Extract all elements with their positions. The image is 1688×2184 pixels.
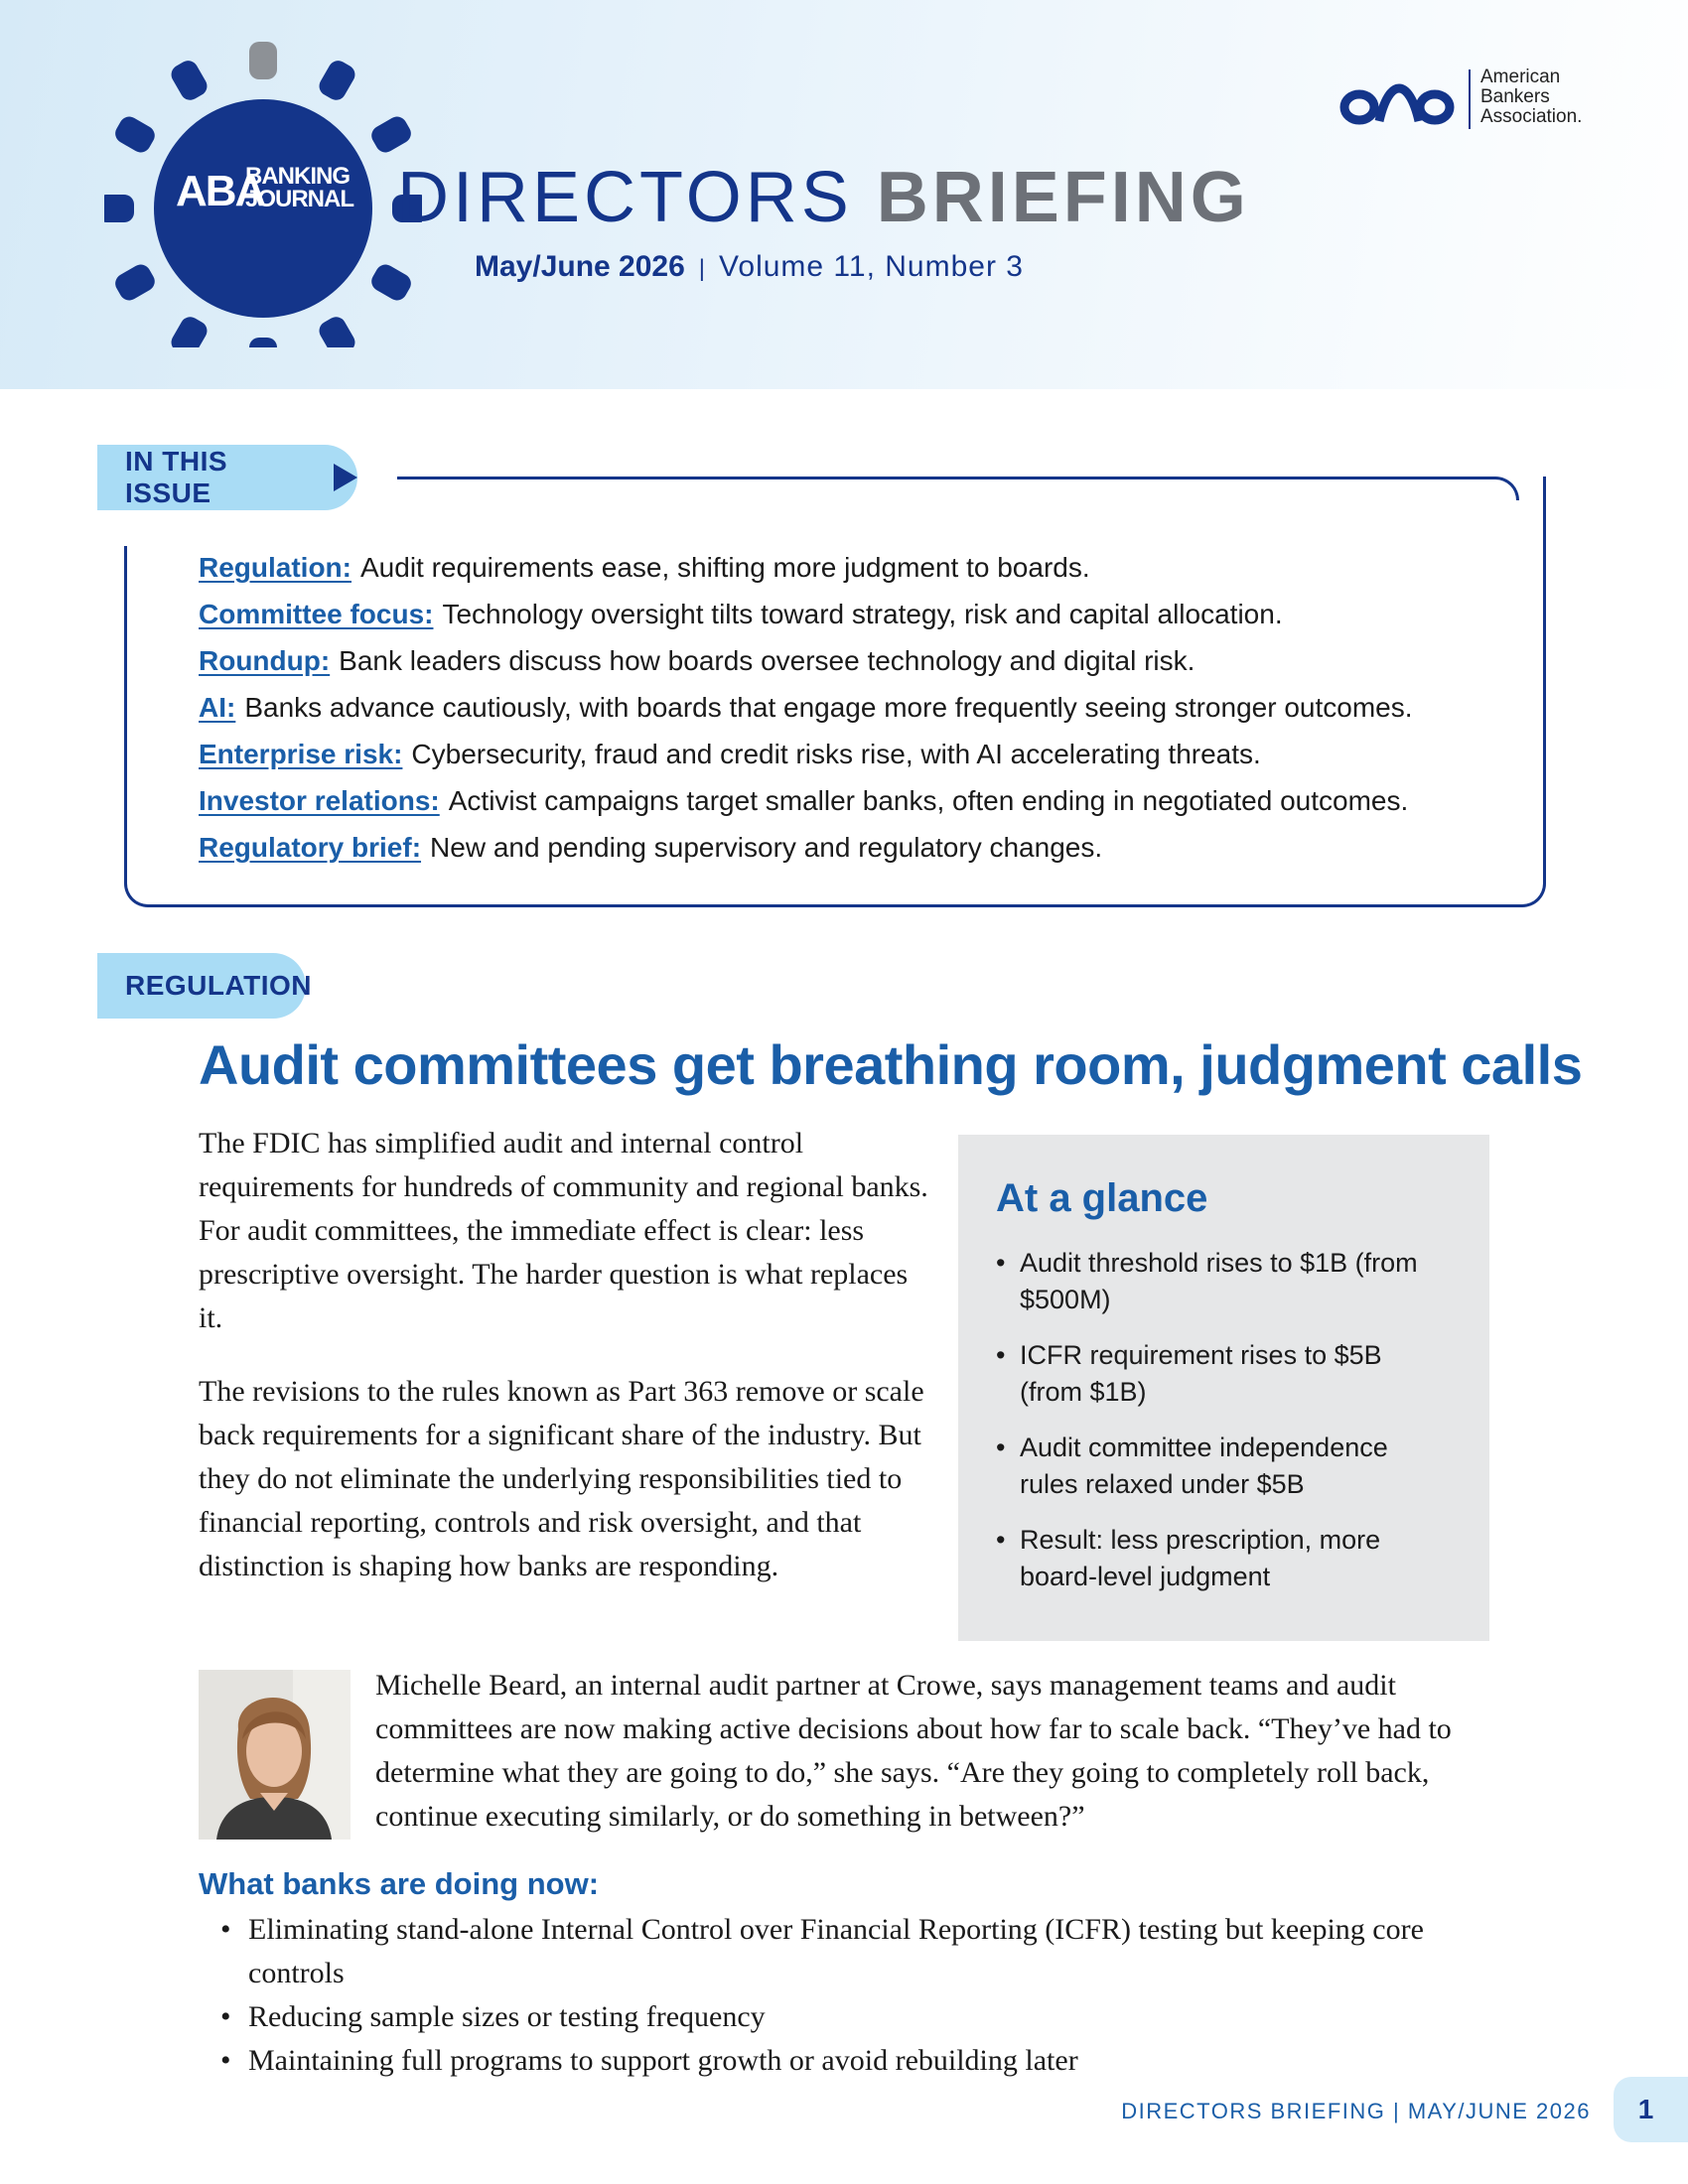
article-paragraph-2: The revisions to the rules known as Part 363 remove or scale back requirements for a significant share of the industry. But they do not eliminate the underlying responsibilities tied to financial reporting, controls and risk oversight, and that distinction is shaping how banks are responding. <box>199 1375 924 1582</box>
glance-item: • ICFR requirement rises to $5B (from $1B) <box>996 1337 1450 1411</box>
at-a-glance-panel <box>958 1135 1489 1641</box>
headshot-photo <box>199 1670 351 1840</box>
logo-aba: ABA <box>176 167 265 215</box>
title-directors: DIRECTORS <box>397 158 853 237</box>
toc-link-committee-focus[interactable]: Committee focus: <box>199 599 434 629</box>
article-bullet: • Reducing sample sizes or testing frequency <box>220 1995 1511 2039</box>
logo-journal: JOURNAL <box>245 186 354 212</box>
section-tag-regulation <box>97 953 313 1019</box>
toc-item-investor-relations <box>199 777 1509 824</box>
publication-title <box>397 157 1250 238</box>
glance-item: • Audit threshold rises to $1B (from $500M) <box>996 1245 1450 1318</box>
toc-link-enterprise-risk[interactable]: Enterprise risk: <box>199 739 403 769</box>
box-top-rule <box>397 477 1519 500</box>
in-this-issue-label: IN THIS ISSUE <box>125 446 228 508</box>
toc-summary: New and pending supervisory and regulatory changes. <box>430 832 1103 863</box>
masthead-banner <box>0 0 1688 389</box>
person-portrait-icon <box>199 1670 351 1840</box>
glance-item: • Audit committee independence rules relaxed under $5B <box>996 1430 1450 1503</box>
issue-volume: Volume 11, Number 3 <box>719 250 1024 283</box>
toc-item-roundup <box>199 637 1509 684</box>
in-this-issue-tab <box>97 445 357 510</box>
toc-link-ai[interactable]: AI: <box>199 692 236 723</box>
toc-item-enterprise-risk <box>199 731 1509 777</box>
article-headline: Audit committees get breathing room, judgment calls <box>199 1033 1583 1096</box>
org-line-1: American <box>1480 67 1561 87</box>
toc-item-regulation <box>199 544 1509 591</box>
org-line-2: Bankers <box>1480 86 1550 107</box>
toc-summary: Cybersecurity, fraud and credit risks rise, with AI accelerating threats. <box>411 739 1261 769</box>
issue-date: May/June 2026 <box>475 250 685 283</box>
toc-summary: Bank leaders discuss how boards oversee technology and digital risk. <box>339 645 1196 676</box>
glance-item: • Result: less prescription, more board-level judgment <box>996 1522 1450 1595</box>
article-paragraph-1: The FDIC has simplified audit and internal control requirements for hundreds of community and regional banks. For audit committees, the immediate effect is clear: less prescriptive oversight. The harder question is what replaces it. <box>199 1127 928 1334</box>
aba-banking-journal-logo <box>104 30 422 347</box>
article-paragraph-3: Michelle Beard, an internal audit partner at Crowe, says management teams and audit committees are now making active decisions about how far to scale back. “They’ve had to determine what they are going to do,” she says. “Are they going to completely roll back, continue executing similarly, or do something in between?” <box>375 1669 1452 1833</box>
glance-list <box>996 1245 1450 1595</box>
play-arrow-icon <box>334 464 357 491</box>
toc-list <box>199 544 1509 871</box>
issue-info <box>475 250 1024 284</box>
toc-summary: Audit requirements ease, shifting more judgment to boards. <box>360 552 1090 583</box>
page-number-tab <box>1614 2077 1688 2142</box>
org-name <box>1480 68 1582 127</box>
toc-summary: Technology oversight tilts toward strategy, risk and capital allocation. <box>442 599 1283 629</box>
journal-wordmark <box>176 149 354 228</box>
article-bullet: • Eliminating stand-alone Internal Control over Financial Reporting (ICFR) testing but keeping core controls <box>220 1908 1511 1995</box>
toc-link-regulatory-brief[interactable]: Regulatory brief: <box>199 832 422 863</box>
toc-summary: Activist campaigns target smaller banks, often ending in negotiated outcomes. <box>448 785 1409 816</box>
toc-link-regulation[interactable]: Regulation: <box>199 552 352 583</box>
aba-emblem-icon <box>1336 71 1463 127</box>
toc-item-committee-focus <box>199 591 1509 637</box>
logo-banking: BANKING <box>245 163 350 190</box>
toc-link-roundup[interactable]: Roundup: <box>199 645 331 676</box>
title-briefing: BRIEFING <box>876 158 1250 237</box>
issue-separator: | <box>698 255 706 282</box>
page-number: 1 <box>1637 2094 1654 2124</box>
article-bullet: • Maintaining full programs to support growth or avoid rebuilding later <box>220 2039 1511 2083</box>
glance-title: At a glance <box>996 1176 1208 1220</box>
toc-item-regulatory-brief <box>199 824 1509 871</box>
org-divider <box>1469 69 1471 129</box>
toc-link-investor-relations[interactable]: Investor relations: <box>199 785 440 816</box>
org-line-3: Association. <box>1480 106 1583 127</box>
toc-summary: Banks advance cautiously, with boards that engage more frequently seeing stronger outcomes. <box>244 692 1413 723</box>
aba-org-logo <box>1336 66 1604 135</box>
toc-item-ai <box>199 684 1509 731</box>
section-label: REGULATION <box>125 970 313 1001</box>
running-footer: DIRECTORS BRIEFING | MAY/JUNE 2026 <box>1121 2099 1591 2123</box>
article-subhead: What banks are doing now: <box>199 1866 600 1901</box>
article-bullet-list <box>220 1908 1511 2083</box>
